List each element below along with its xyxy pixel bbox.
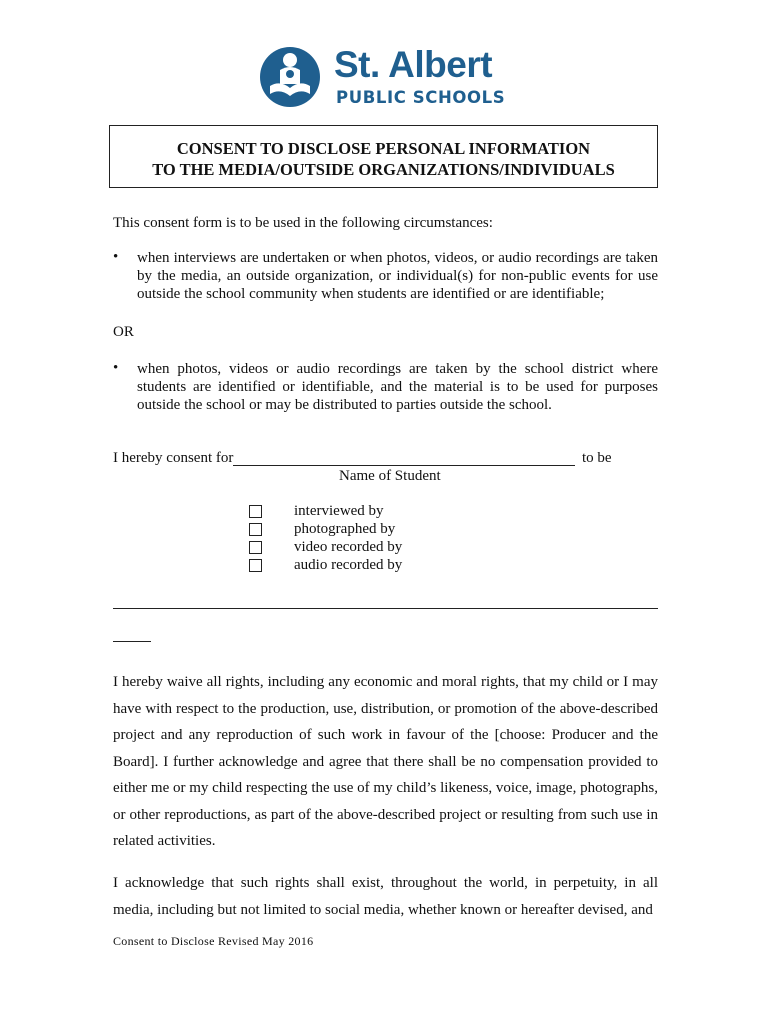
- option-interviewed[interactable]: [249, 502, 402, 520]
- organization-name-field[interactable]: [113, 608, 658, 609]
- logo-subtitle: PUBLIC SCHOOLS: [336, 88, 506, 107]
- option-label: video recorded by: [294, 538, 403, 555]
- footer-revision: Consent to Disclose Revised May 2016: [113, 934, 314, 948]
- option-label: interviewed by: [294, 502, 384, 519]
- option-label: audio recorded by: [294, 556, 403, 573]
- option-audio-recorded[interactable]: [249, 556, 402, 574]
- waiver-paragraph-2: I acknowledge that such rights shall exist, throughout the world, in perpetuity, in all media, including but not limited to social media, whether known or hereafter devised, and: [113, 875, 658, 918]
- or-text: OR: [113, 324, 134, 340]
- checkbox[interactable]: [249, 505, 262, 518]
- title-line-1: CONSENT TO DISCLOSE PERSONAL INFORMATION: [176, 139, 591, 158]
- checkbox[interactable]: [249, 559, 262, 572]
- logo-name: St. Albert: [334, 44, 493, 85]
- title-line-2: TO THE MEDIA/OUTSIDE ORGANIZATIONS/INDIVIDUALS: [152, 160, 615, 179]
- consent-options: [249, 502, 402, 574]
- consent-suffix: to be: [582, 450, 612, 466]
- bullet-item-1: when interviews are undertaken or when photos, videos, or audio recordings are taken by the media, an outside organization, or individual(s) for non-public events for use outside the school community when students are identified or are identifiable;: [137, 250, 658, 302]
- school-crest-icon: [258, 44, 324, 110]
- bullet-icon: •: [113, 249, 119, 265]
- option-label: photographed by: [294, 520, 396, 537]
- intro-text: This consent form is to be used in the following circumstances:: [113, 215, 493, 231]
- consent-prefix: I hereby consent for: [113, 450, 234, 466]
- bullet-item-2: when photos, videos or audio recordings are taken by the school district where students are identified or identifiable, and the material is to be used for purposes outside the school or may be distributed to parties outside the school.: [137, 361, 658, 413]
- school-logo: [258, 44, 518, 110]
- checkbox[interactable]: [249, 523, 262, 536]
- document-title: [109, 125, 658, 188]
- checkbox[interactable]: [249, 541, 262, 554]
- option-video-recorded[interactable]: [249, 538, 402, 556]
- student-name-field[interactable]: [233, 465, 575, 466]
- bullet-icon: •: [113, 360, 119, 376]
- option-photographed[interactable]: [249, 520, 402, 538]
- waiver-paragraph-1: I hereby waive all rights, including any economic and moral rights, that my child or I may have with respect to the production, use, distribution, or promotion of the above-described project and any reproduction of such work in favour of the [choose: Producer and the Board]. I further acknowledge and agree that there shall be no compensation provided to either me or my child respecting the use of my child’s likeness, voice, image, photographs, or other reproductions, as part of the above-described project or resulting from such use in related activities.: [113, 674, 658, 849]
- student-name-label: Name of Student: [339, 468, 441, 484]
- organization-name-field-continuation[interactable]: [113, 641, 151, 642]
